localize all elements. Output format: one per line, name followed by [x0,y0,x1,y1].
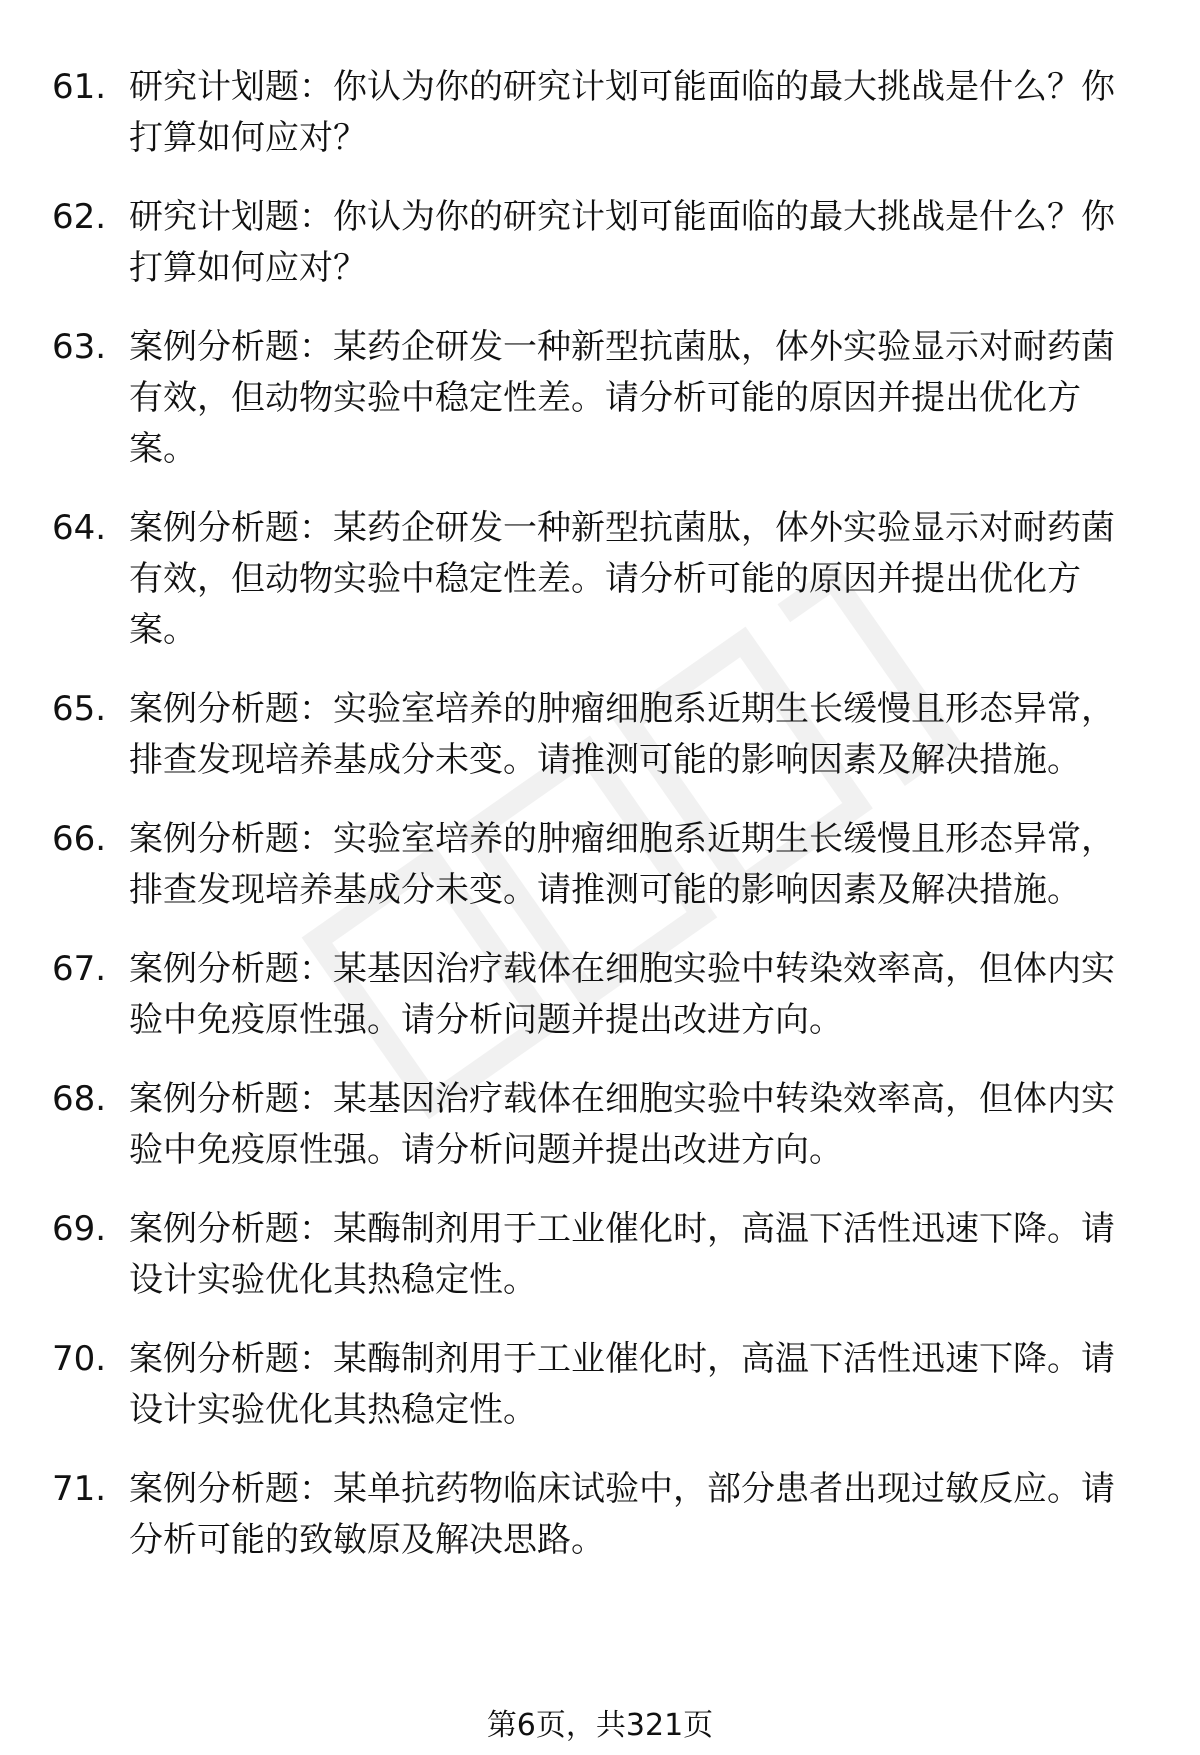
question-list [52,62,1142,1594]
question-text: 研究计划题：你认为你的研究计划可能面临的最大挑战是什么？你打算如何应对？ [129,67,1115,158]
question-item [52,62,1142,164]
question-text: 案例分析题：某酶制剂用于工业催化时，高温下活性迅速下降。请设计实验优化其热稳定性。 [129,1209,1115,1300]
question-number: 68. [52,1079,107,1119]
page-footer: 第6页，共321页 [486,1708,714,1743]
question-item [52,1204,1142,1306]
question-item [52,192,1142,294]
question-number: 61. [52,67,107,107]
question-text: 案例分析题：某酶制剂用于工业催化时，高温下活性迅速下降。请设计实验优化其热稳定性。 [129,1339,1115,1430]
question-number: 69. [52,1209,107,1249]
question-item [52,1074,1142,1176]
question-number: 71. [52,1469,107,1509]
question-number: 67. [52,949,107,989]
question-item [52,503,1142,656]
question-number: 64. [52,508,107,548]
question-number: 63. [52,327,107,367]
question-number: 62. [52,197,107,237]
question-number: 66. [52,819,107,859]
question-text: 案例分析题：某单抗药物临床试验中，部分患者出现过敏反应。请分析可能的致敏原及解决思路。 [129,1469,1115,1560]
question-item [52,1464,1142,1566]
question-text: 研究计划题：你认为你的研究计划可能面临的最大挑战是什么？你打算如何应对？ [129,197,1115,288]
question-item [52,944,1142,1046]
question-number: 65. [52,689,107,729]
question-text: 案例分析题：实验室培养的肿瘤细胞系近期生长缓慢且形态异常，排查发现培养基成分未变。请推测可能的影响因素及解决措施。 [129,689,1115,780]
question-text: 案例分析题：某药企研发一种新型抗菌肽，体外实验显示对耐药菌有效，但动物实验中稳定性差。请分析可能的原因并提出优化方案。 [129,327,1115,469]
question-item [52,814,1142,916]
question-number: 70. [52,1339,107,1379]
question-item [52,1334,1142,1436]
question-text: 案例分析题：实验室培养的肿瘤细胞系近期生长缓慢且形态异常，排查发现培养基成分未变。请推测可能的影响因素及解决措施。 [129,819,1115,910]
question-text: 案例分析题：某药企研发一种新型抗菌肽，体外实验显示对耐药菌有效，但动物实验中稳定性差。请分析可能的原因并提出优化方案。 [129,508,1115,650]
question-text: 案例分析题：某基因治疗载体在细胞实验中转染效率高，但体内实验中免疫原性强。请分析问题并提出改进方向。 [129,949,1115,1040]
question-item [52,322,1142,475]
question-item [52,684,1142,786]
question-text: 案例分析题：某基因治疗载体在细胞实验中转染效率高，但体内实验中免疫原性强。请分析问题并提出改进方向。 [129,1079,1115,1170]
